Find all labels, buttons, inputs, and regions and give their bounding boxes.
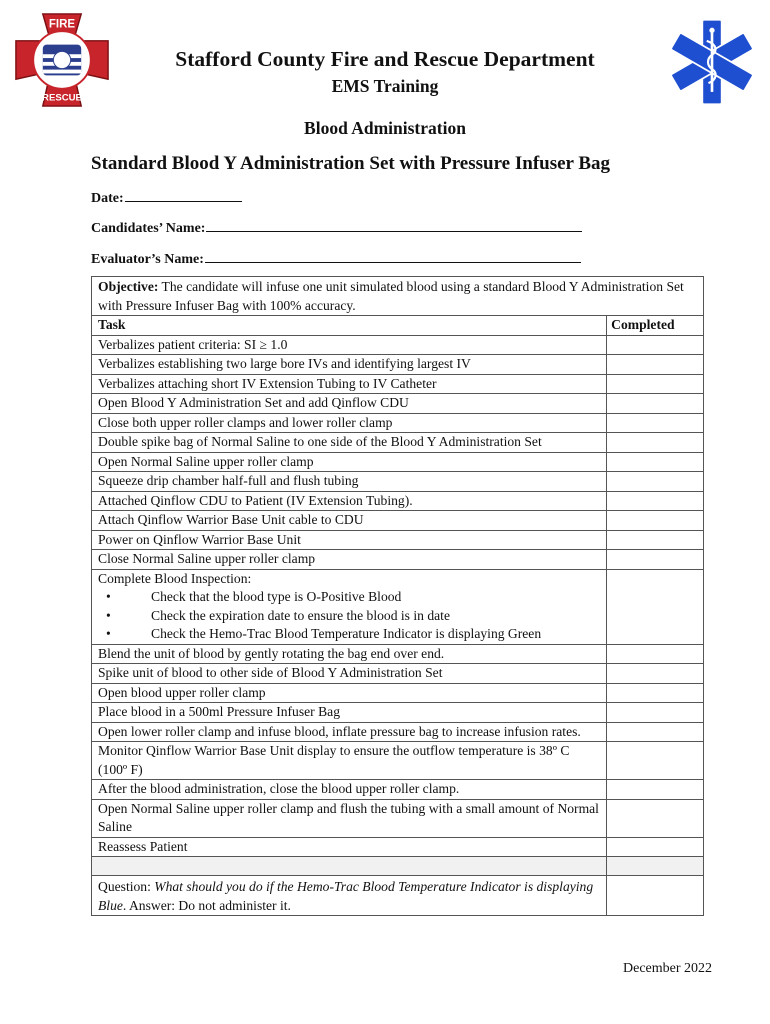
completed-cell[interactable] (607, 433, 704, 453)
task-text: Place blood in a 500ml Pressure Infuser Bag (92, 703, 607, 723)
table-row (92, 644, 704, 664)
table-row (92, 742, 704, 780)
completed-cell[interactable] (607, 374, 704, 394)
task-text: Close Normal Saline upper roller clamp (92, 550, 607, 570)
task-text: Double spike bag of Normal Saline to one side of the Blood Y Administration Set (92, 433, 607, 453)
task-text: Open lower roller clamp and infuse blood, inflate pressure bag to increase infusion rates. (92, 722, 607, 742)
task-text: After the blood administration, close the blood upper roller clamp. (92, 780, 607, 800)
table-row (92, 413, 704, 433)
table-row (92, 664, 704, 684)
completed-cell[interactable] (607, 722, 704, 742)
objective-label: Objective: (98, 279, 159, 294)
completed-cell[interactable] (607, 550, 704, 570)
completed-cell[interactable] (607, 780, 704, 800)
table-row (92, 837, 704, 857)
page-subtitle: Standard Blood Y Administration Set with Pressure Infuser Bag (91, 153, 611, 174)
table-row (92, 335, 704, 355)
candidate-field (91, 218, 582, 237)
completed-cell[interactable] (607, 742, 704, 780)
logo-fire-text: FIRE (48, 18, 76, 31)
task-text: Open Normal Saline upper roller clamp and flush the tubing with a small amount of Normal Saline (92, 799, 607, 837)
completed-cell[interactable] (607, 644, 704, 664)
completed-cell[interactable] (607, 511, 704, 531)
inspection-row (92, 569, 704, 644)
task-text: Close both upper roller clamps and lower roller clamp (92, 413, 607, 433)
date-field (91, 188, 242, 207)
department-title: Stafford County Fire and Rescue Department (175, 47, 595, 71)
completed-cell[interactable] (607, 703, 704, 723)
question-label: Question: (98, 879, 155, 894)
task-text: Verbalizes attaching short IV Extension Tubing to IV Catheter (92, 374, 607, 394)
footer-date: December 2022 (623, 961, 713, 976)
task-text: Open Normal Saline upper roller clamp (92, 452, 607, 472)
program-title: EMS Training (331, 76, 439, 96)
completed-cell[interactable] (607, 394, 704, 414)
table-row (92, 433, 704, 453)
task-text: Monitor Qinflow Warrior Base Unit display to ensure the outflow temperature is 38º C (100º F) (92, 742, 607, 780)
table-row (92, 511, 704, 531)
evaluator-label: Evaluator’s Name: (91, 252, 204, 267)
answer-text: . Answer: Do not administer it. (122, 897, 291, 913)
completed-cell[interactable] (607, 413, 704, 433)
completed-cell[interactable] (607, 335, 704, 355)
date-line (125, 188, 242, 202)
inspection-bullet: • Check that the blood type is O-Positive Blood (106, 589, 402, 604)
logo-rescue-text: RESCUE (42, 92, 82, 104)
completed-cell[interactable] (607, 472, 704, 492)
table-row (92, 355, 704, 375)
table-row (92, 780, 704, 800)
task-text: Attached Qinflow CDU to Patient (IV Extension Tubing). (92, 491, 607, 511)
candidate-line (206, 218, 582, 232)
table-row (92, 374, 704, 394)
table-row (92, 394, 704, 414)
task-text: Verbalizes patient criteria: SI ≥ 1.0 (92, 335, 607, 355)
inspection-bullet: • Check the expiration date to ensure the blood is in date (106, 607, 450, 623)
evaluator-field (91, 249, 581, 268)
question-text: What should you do if the Hemo-Trac Blood Temperature Indicator is displaying Blue (98, 879, 594, 913)
task-text: Attach Qinflow Warrior Base Unit cable to CDU (92, 511, 607, 531)
evaluator-line (205, 249, 581, 263)
completed-cell[interactable] (607, 355, 704, 375)
task-text: Squeeze drip chamber half-full and flush tubing (92, 472, 607, 492)
task-text: Open Blood Y Administration Set and add Qinflow CDU (92, 394, 607, 414)
completed-cell[interactable] (607, 837, 704, 857)
blank-row (92, 857, 704, 876)
table-row (92, 530, 704, 550)
inspection-title: Complete Blood Inspection: (98, 570, 252, 586)
table-row (92, 683, 704, 703)
completed-cell[interactable] (607, 530, 704, 550)
question-row (92, 876, 704, 916)
task-text: Reassess Patient (92, 837, 607, 857)
completed-cell[interactable] (607, 799, 704, 837)
candidate-label: Candidates’ Name: (91, 221, 206, 236)
table-row (92, 550, 704, 570)
date-label: Date: (91, 191, 124, 206)
task-header: Task (92, 316, 607, 336)
task-text: Spike unit of blood to other side of Blood Y Administration Set (92, 664, 607, 684)
completed-cell[interactable] (607, 683, 704, 703)
objective-row (92, 277, 704, 316)
checklist-table (91, 276, 704, 916)
table-row (92, 703, 704, 723)
table-row (92, 722, 704, 742)
table-row (92, 491, 704, 511)
task-text: Blend the unit of blood by gently rotating the bag end over end. (92, 644, 607, 664)
header-row (92, 316, 704, 336)
table-row (92, 452, 704, 472)
task-text: Open blood upper roller clamp (92, 683, 607, 703)
completed-cell[interactable] (607, 569, 704, 644)
completed-cell[interactable] (607, 876, 704, 916)
completed-cell[interactable] (607, 664, 704, 684)
completed-header: Completed (607, 316, 704, 336)
objective-text: The candidate will infuse one unit simulated blood using a standard Blood Y Administration Set with Pressure Infuser Bag with 100% accuracy. (98, 279, 684, 313)
table-row (92, 472, 704, 492)
topic-title: Blood Administration (304, 118, 466, 138)
inspection-bullet: • Check the Hemo-Trac Blood Temperature Indicator is displaying Green (106, 626, 542, 641)
task-text: Verbalizes establishing two large bore IVs and identifying largest IV (92, 355, 607, 375)
completed-cell[interactable] (607, 452, 704, 472)
table-row (92, 799, 704, 837)
completed-cell[interactable] (607, 491, 704, 511)
task-text: Power on Qinflow Warrior Base Unit (92, 530, 607, 550)
